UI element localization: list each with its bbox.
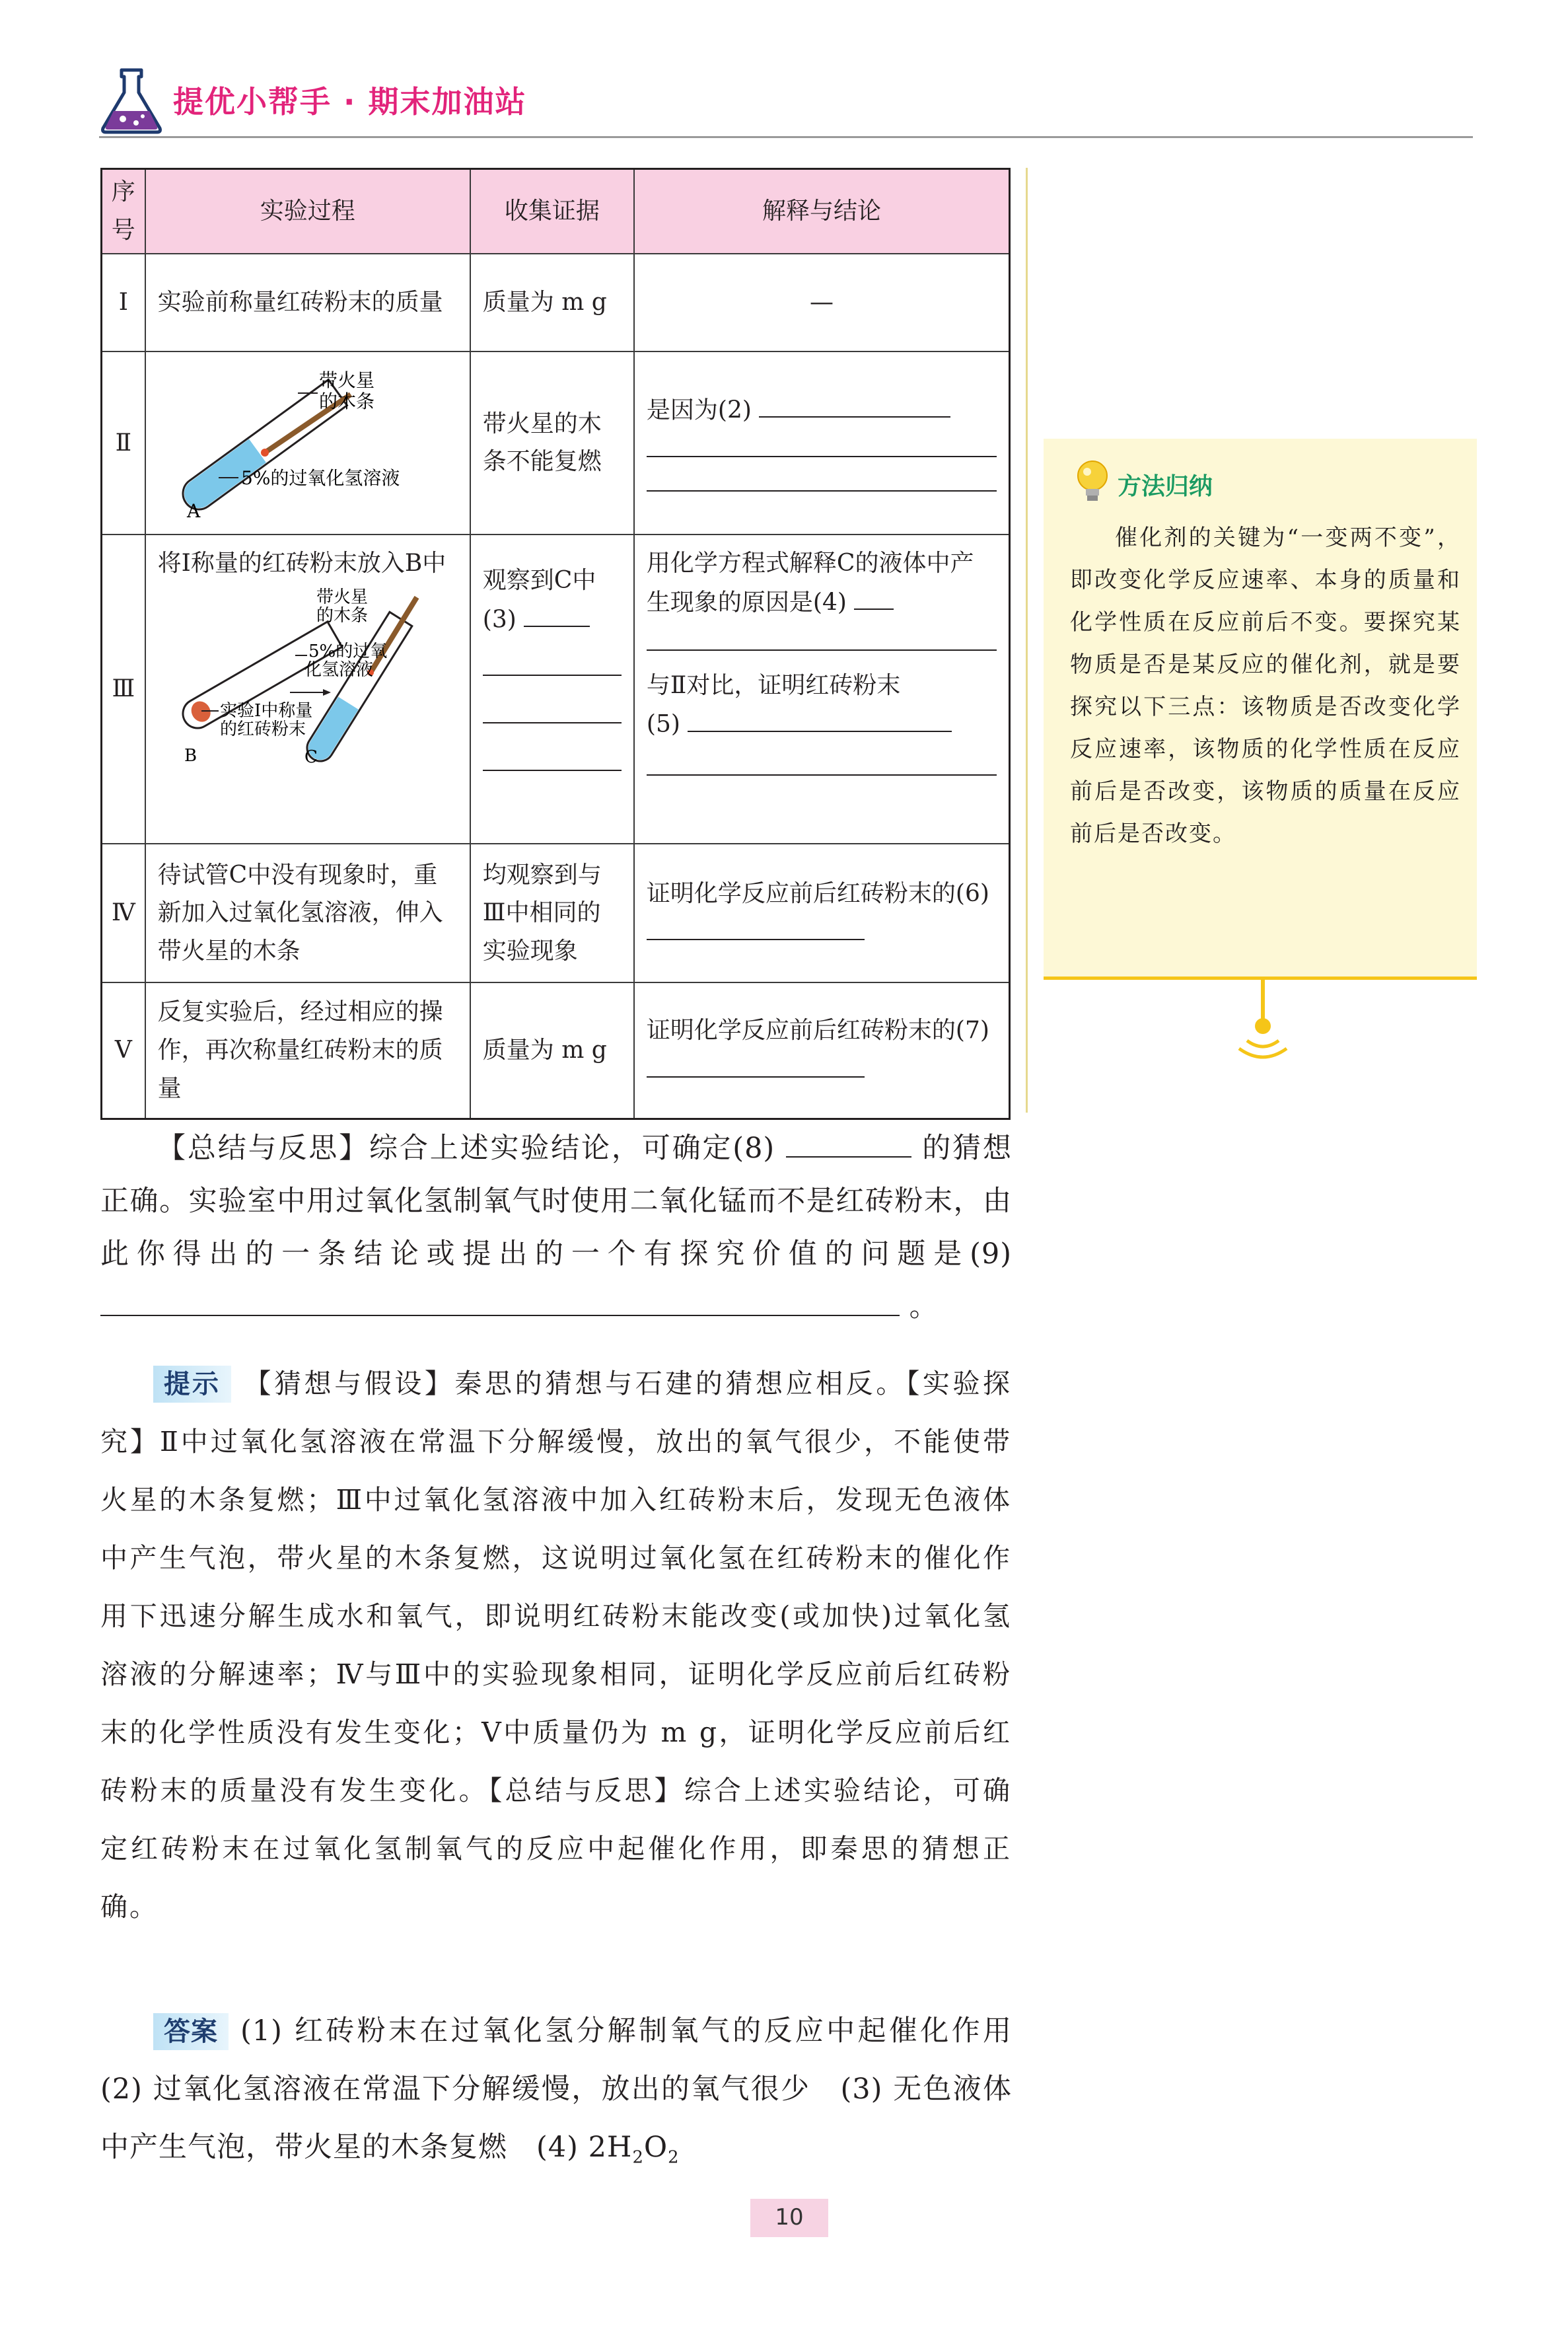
- hint-tag: 提示: [153, 1366, 231, 1403]
- label-tube-a: A: [186, 499, 200, 520]
- conclusion-prefix: 证明化学反应前后红砖粉末的(7): [646, 1017, 989, 1045]
- table-row: [102, 351, 1010, 535]
- label-tube-b: B: [184, 745, 197, 766]
- answer-paragraph: [100, 2002, 1041, 2187]
- row-process-diagram: [145, 351, 470, 535]
- label-solution: 5%的过氧化氢溶液: [240, 466, 400, 489]
- answer-blank-9: [100, 1284, 900, 1316]
- evidence-blank-label: (3): [482, 606, 517, 634]
- answer-mid: O: [643, 2131, 668, 2164]
- answer-line: [647, 436, 997, 457]
- row-conclusion: [634, 844, 1010, 982]
- answer-blank-3: [524, 600, 590, 628]
- row-conclusion: [634, 535, 1010, 844]
- method-summary-box: [1044, 439, 1477, 979]
- answer-blank-2: [759, 390, 950, 418]
- conclusion-prefix: 是因为(2): [646, 396, 752, 424]
- summary-paragraph: [100, 1122, 1012, 1333]
- conclusion-prefix: 用化学方程式解释C的液体中产生现象的原因是(4): [646, 550, 974, 616]
- table-header-row: [102, 169, 1010, 254]
- page-number: 10: [775, 2204, 804, 2231]
- answer-blank-7: [647, 1050, 865, 1078]
- answer-blank-8: [786, 1125, 911, 1158]
- row-num: Ⅱ: [102, 351, 145, 535]
- experiment-table: [100, 168, 1011, 1120]
- row-num: Ⅰ: [102, 254, 145, 351]
- conclusion-prefix: 证明化学反应前后红砖粉末的(6): [646, 879, 989, 907]
- answer-line: [647, 470, 997, 492]
- header-divider: [99, 136, 1473, 138]
- answer-sub-1: 2: [632, 2147, 644, 2168]
- table-row: [102, 254, 1010, 351]
- col-header-evidence: 收集证据: [470, 169, 634, 254]
- answer-sub-2: 2: [668, 2147, 680, 2168]
- label-powder-2: 的红砖粉末: [219, 719, 306, 739]
- answer-blank-4: [854, 583, 894, 610]
- label-splint-2: 的木条: [316, 605, 368, 626]
- col-header-conclusion: 解释与结论: [634, 169, 1010, 254]
- method-title: 方法归纳: [1118, 473, 1213, 500]
- label-splint: 带火星: [318, 369, 374, 391]
- answer-tag: 答案: [153, 2013, 229, 2050]
- row-evidence: [470, 535, 634, 844]
- row-process: 实验前称量红砖粉末的质量: [145, 254, 470, 351]
- row-conclusion: —: [634, 254, 1010, 351]
- label-splint-2: 的木条: [318, 390, 374, 412]
- row-process: [145, 535, 470, 844]
- hint-text: 【猜想与假设】秦思的猜想与石建的猜想应相反。【实验探究】Ⅱ中过氧化氢溶液在常温下分解缓慢，放出的氧气很少，不能使带火星的木条复燃；Ⅲ中过氧化氢溶液中加入红砖粉末后，发现无色液体中产生气泡，带火星的木条复燃，这说明过氧化氢在红砖粉末的催化作用下迅速分解生成水和氧气，即说明红砖粉末能改变(或加快)过氧化氢溶液的分解速率；Ⅳ与Ⅲ中的实验现象相同，证明化学反应前后红砖粉末的化学性质没有发生变化；Ⅴ中质量仍为 m g，证明化学反应前后红砖粉末的质量没有发生变化。【总结与反思】综合上述实验结论，可确定红砖粉末在过氧化氢制氧气的反应中起催化作用，即秦思的猜想正确。: [100, 1368, 1012, 1923]
- margin-divider: [1026, 168, 1028, 1113]
- label-solution-2: 化氢溶液: [304, 659, 373, 680]
- row-evidence: 均观察到与Ⅲ中相同的实验现象: [470, 844, 634, 982]
- row-conclusion: [634, 982, 1010, 1119]
- row-num: Ⅳ: [102, 844, 145, 982]
- header-title: 提优小帮手 · 期末加油站: [173, 84, 527, 120]
- row-evidence: 质量为 m g: [470, 254, 634, 351]
- answer-line: [647, 755, 997, 776]
- answer-line: [483, 750, 622, 771]
- row-num: Ⅴ: [102, 982, 145, 1119]
- row-evidence: 带火星的木条不能复燃: [470, 351, 634, 535]
- row-evidence: 质量为 m g: [470, 982, 634, 1119]
- label-powder: 实验Ⅰ中称量: [219, 700, 312, 721]
- row-num: Ⅲ: [102, 535, 145, 844]
- label-splint: 带火星: [316, 587, 368, 607]
- label-solution: 5%的过氧: [308, 641, 387, 661]
- col-header-num: 序号: [102, 169, 145, 254]
- page-header: [99, 66, 1473, 139]
- test-tube-a-diagram: [153, 355, 430, 520]
- summary-part-2: 的猜想正确。实验室中用过氧化氢制氧气时使用二氧化锰而不是红砖粉末，由此你得出的一条结论或提出的一个有探究价值的问题是(9): [100, 1132, 1012, 1271]
- answer-blank-5: [688, 704, 952, 732]
- conclusion-blank-label: (5): [646, 711, 680, 739]
- process-text: 将Ⅰ称量的红砖粉末放入B中: [157, 550, 446, 577]
- col-header-process: 实验过程: [145, 169, 470, 254]
- answer-line: [483, 655, 622, 676]
- answer-blank-6: [647, 912, 865, 940]
- lightbulb-icon: [1073, 457, 1112, 507]
- test-tube-bc-diagram: [158, 583, 435, 774]
- table-row: [102, 535, 1010, 844]
- summary-end: 。: [909, 1290, 939, 1323]
- label-tube-c: C: [304, 747, 318, 767]
- row-conclusion: [634, 351, 1010, 535]
- method-body: 催化剂的关键为“一变两不变”，即改变化学反应速率、本身的质量和化学性质在反应前后不变。要探究某物质是否是某反应的催化剂，就是要探究以下三点：该物质是否改变化学反应速率，该物质的化学性质在反应前后是否改变，该物质的质量在反应前后是否改变。: [1070, 525, 1461, 847]
- row-process: 待试管C中没有现象时，重新加入过氧化氢溶液，伸入带火星的木条: [145, 844, 470, 982]
- hint-paragraph: [100, 1354, 1012, 1936]
- evidence-prefix: 观察到C中: [482, 567, 596, 595]
- conclusion-prefix-2: 与Ⅱ对比，证明红砖粉末: [646, 671, 901, 699]
- flask-icon: [99, 66, 164, 135]
- signal-pendant-icon: [1217, 980, 1309, 1066]
- table-row: [102, 982, 1010, 1119]
- answer-line: [483, 702, 622, 723]
- summary-part-1: 【总结与反思】综合上述实验结论，可确定(8): [157, 1132, 775, 1165]
- table-row: [102, 844, 1010, 982]
- page-number-box: [750, 2199, 828, 2237]
- answer-line: [647, 630, 997, 651]
- answer-text: (1) 红砖粉末在过氧化氢分解制氧气的反应中起催化作用 (2) 过氧化氢溶液在常温下分解缓慢，放出的氧气很少 (3) 无色液体中产生气泡，带火星的木条复燃 (4) 2H: [100, 2014, 1041, 2164]
- row-process: 反复实验后，经过相应的操作，再次称量红砖粉末的质量: [145, 982, 470, 1119]
